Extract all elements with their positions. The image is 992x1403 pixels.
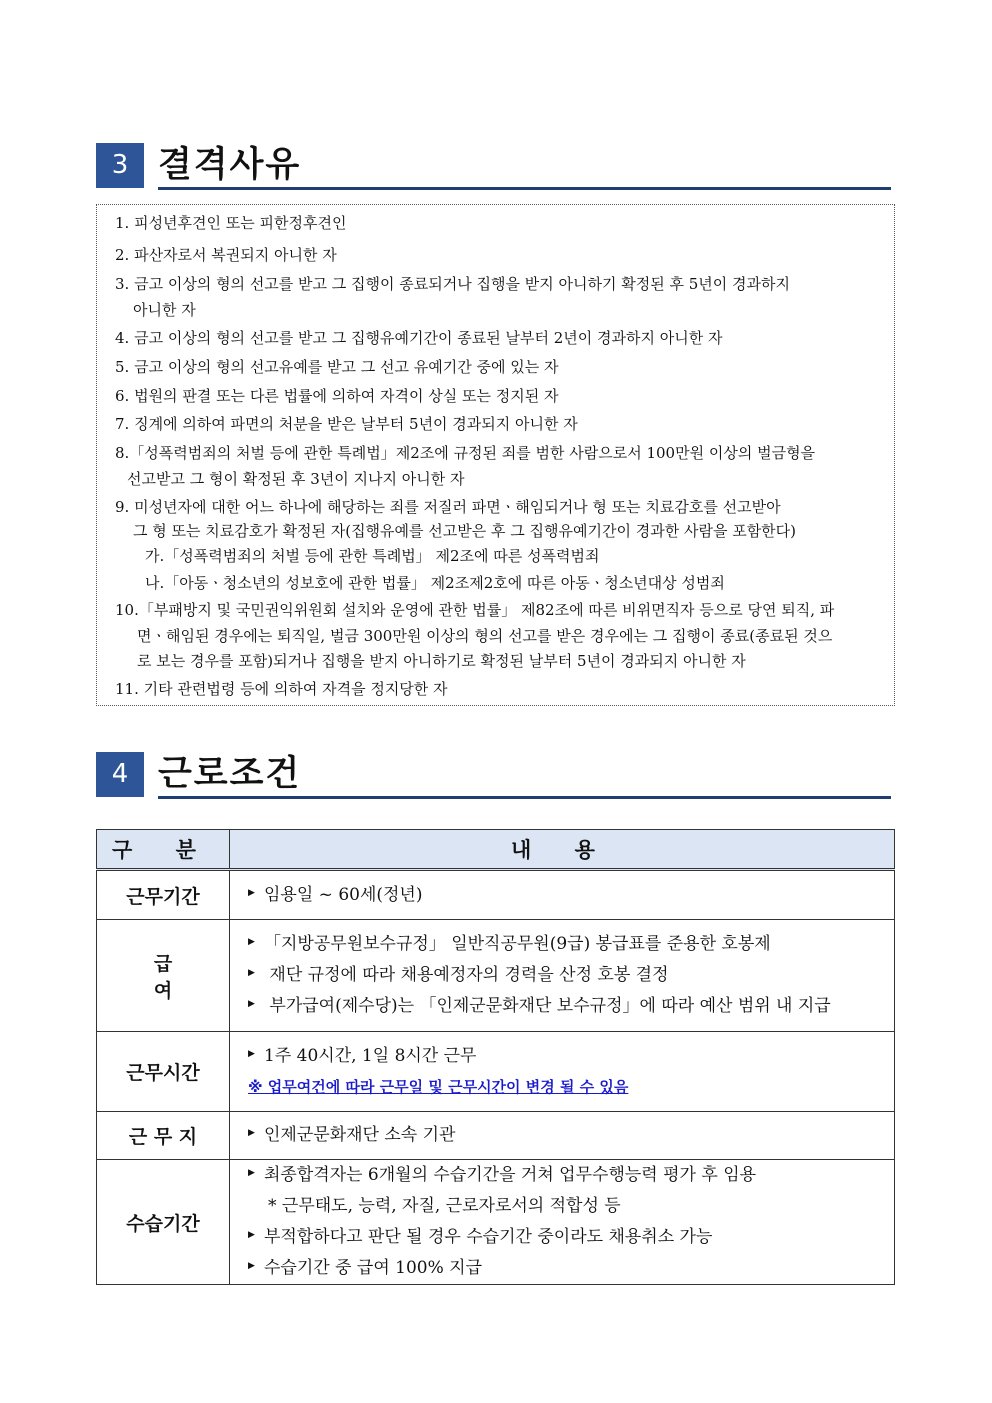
- content-subline: * 근무태도, 능력, 자질, 근로자로서의 적합성 등: [268, 1196, 621, 1216]
- bullet-triangle-icon: ▶: [248, 1230, 255, 1240]
- list-item-continued: 면ㆍ해임된 경우에는 퇴직일, 벌금 300만원 이상의 형의 선고를 받은 경우에는 그 집행이 종료(종료된 것으: [137, 627, 833, 645]
- list-subitem: 가.「성폭력범죄의 처벌 등에 관한 특례법」 제2조에 따른 성폭력범죄: [145, 547, 600, 565]
- list-item-continued: 로 보는 경우를 포함)되거나 집행을 받지 아니하기로 확정된 날부터 5년이 경과되지 아니한 자: [137, 652, 746, 670]
- section-title: 근로조건: [158, 754, 302, 794]
- list-item-continued: 아니한 자: [133, 301, 196, 319]
- section-number: 3: [96, 143, 144, 188]
- list-item: 3. 금고 이상의 형의 선고를 받고 그 집행이 종료되거나 집행을 받지 아니하기 확정된 후 5년이 경과하지: [115, 275, 790, 293]
- section-number: 4: [96, 752, 144, 797]
- content-text: 최종합격자는 6개월의 수습기간을 거쳐 업무수행능력 평가 후 임용: [264, 1165, 757, 1185]
- row-content: [230, 1032, 895, 1112]
- content-line: [248, 1160, 894, 1191]
- disqualification-box: [96, 204, 895, 706]
- list-item-continued: 선고받고 그 형이 확정된 후 3년이 지나지 아니한 자: [127, 470, 465, 488]
- row-label: 수습기간: [97, 1160, 230, 1285]
- list-item: 7. 징계에 의하여 파면의 처분을 받은 날부터 5년이 경과되지 아니한 자: [115, 415, 578, 433]
- row-content: [230, 870, 895, 920]
- table-header-row: [97, 830, 895, 870]
- table-row: [97, 1112, 895, 1160]
- bullet-triangle-icon: ▶: [248, 937, 255, 947]
- bullet-triangle-icon: ▶: [248, 1168, 255, 1178]
- bullet-triangle-icon: ▶: [248, 887, 255, 898]
- section-title: 결격사유: [158, 145, 302, 185]
- content-line: [248, 991, 894, 1022]
- list-item: 10.「부패방지 및 국민권익위원회 설치와 운영에 관한 법률」 제82조에 따른 비위면직자 등으로 당연 퇴직, 파: [115, 601, 835, 619]
- list-item: 11. 기타 관련법령 등에 의하여 자격을 정지당한 자: [115, 680, 448, 698]
- row-label: 근 무 지: [97, 1112, 230, 1160]
- content-line: [248, 1253, 894, 1284]
- bullet-triangle-icon: ▶: [248, 1128, 255, 1138]
- bullet-triangle-icon: ▶: [248, 999, 255, 1009]
- section-divider: [158, 796, 891, 799]
- content-text: 「지방공무원보수규정」 일반직공무원(9급) 봉급표를 준용한 호봉제: [264, 934, 771, 954]
- header-category: 구 분: [97, 830, 230, 870]
- notice-text: ※ 업무여건에 따라 근무일 및 근무시간이 변경 될 수 있음: [248, 1078, 629, 1096]
- content-text: 재단 규정에 따라 채용예정자의 경력을 산정 호봉 결정: [264, 965, 669, 985]
- section-divider: [158, 187, 891, 190]
- list-item-continued: 그 형 또는 치료감호가 확정된 자(집행유예를 선고받은 후 그 집행유예기간이 경과한 사람을 포함한다): [133, 522, 797, 540]
- list-item: 5. 금고 이상의 형의 선고유예를 받고 그 선고 유예기간 중에 있는 자: [115, 358, 559, 376]
- bullet-triangle-icon: ▶: [248, 1049, 255, 1059]
- content-line: [248, 929, 894, 960]
- content-line: [248, 1120, 894, 1151]
- content-text: 인제군문화재단 소속 기관: [264, 1125, 456, 1145]
- list-item: 8.「성폭력범죄의 처벌 등에 관한 특례법」제2조에 규정된 죄를 범한 사람으로서 100만원 이상의 벌금형을: [115, 444, 816, 462]
- content-text: 부적합하다고 판단 될 경우 수습기간 중이라도 채용취소 가능: [264, 1227, 713, 1247]
- content-text: 부가급여(제수당)는 「인제군문화재단 보수규정」에 따라 예산 범위 내 지급: [264, 996, 831, 1016]
- working-conditions-table: [96, 829, 895, 1285]
- content-text: 임용일 ~ 60세(정년): [264, 884, 423, 905]
- table-row: [97, 870, 895, 920]
- row-content: [230, 1160, 895, 1285]
- row-content: [230, 1112, 895, 1160]
- table-row: [97, 1032, 895, 1112]
- list-item: 2. 파산자로서 복권되지 아니한 자: [115, 246, 337, 264]
- table-row: [97, 1160, 895, 1285]
- content-line: [248, 1222, 894, 1253]
- content-line: [248, 1041, 894, 1072]
- bullet-triangle-icon: ▶: [248, 968, 255, 978]
- section-4-header: [96, 752, 891, 800]
- list-item: 9. 미성년자에 대한 어느 하나에 해당하는 죄를 저질러 파면ㆍ해임되거나 형 또는 치료감호를 선고받아: [115, 498, 781, 516]
- row-label: 근무기간: [97, 870, 230, 920]
- content-line: [248, 960, 894, 991]
- header-content: 내 용: [230, 830, 895, 870]
- content-text: 수습기간 중 급여 100% 지급: [264, 1258, 483, 1278]
- section-3-header: [96, 143, 891, 191]
- content-text: 1주 40시간, 1일 8시간 근무: [264, 1046, 477, 1066]
- table-row: [97, 920, 895, 1032]
- row-label: 근무시간: [97, 1032, 230, 1112]
- list-item: 1. 피성년후견인 또는 피한정후견인: [115, 214, 347, 232]
- content-line: [248, 880, 894, 911]
- row-label: 급 여: [97, 920, 230, 1032]
- bullet-triangle-icon: ▶: [248, 1261, 255, 1271]
- list-item: 4. 금고 이상의 형의 선고를 받고 그 집행유예기간이 종료된 날부터 2년이 경과하지 아니한 자: [115, 329, 723, 347]
- row-content: [230, 920, 895, 1032]
- list-item: 6. 법원의 판결 또는 다른 법률에 의하여 자격이 상실 또는 정지된 자: [115, 387, 559, 405]
- list-subitem: 나.「아동ㆍ청소년의 성보호에 관한 법률」 제2조제2호에 따른 아동ㆍ청소년대상 성범죄: [145, 574, 725, 592]
